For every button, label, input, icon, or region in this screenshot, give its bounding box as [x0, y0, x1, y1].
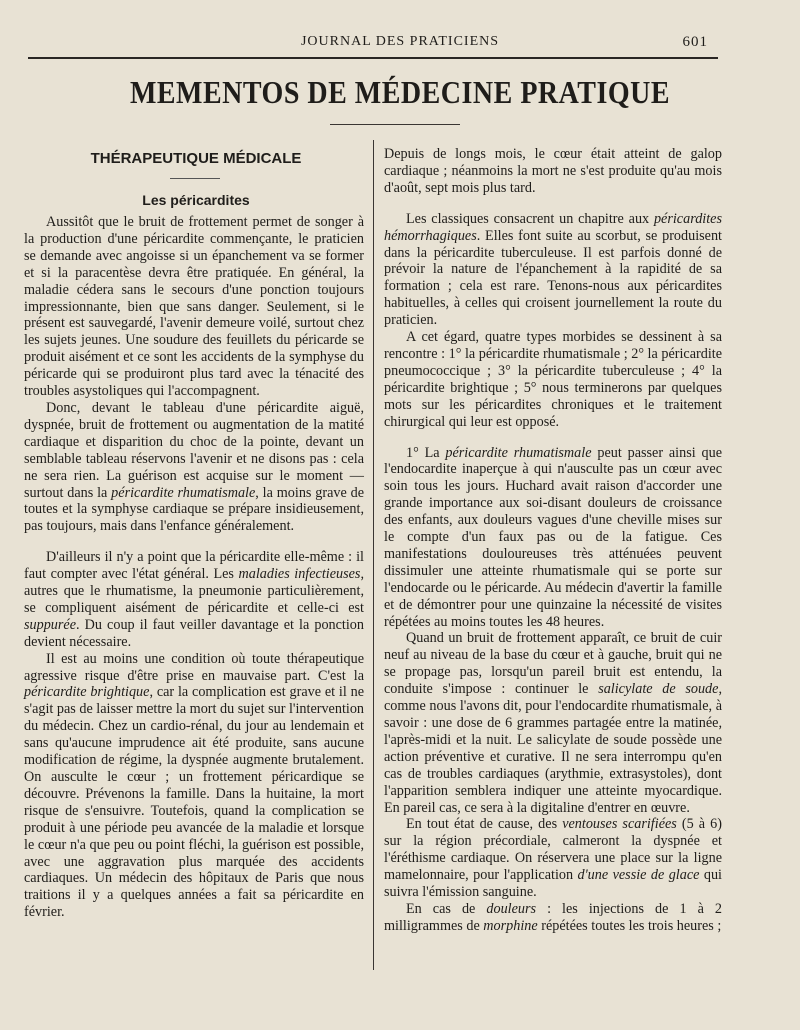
- title-rule: [330, 124, 460, 125]
- paragraph: [384, 901, 722, 935]
- text: Depuis de longs mois, le cœur était atteint de galop cardiaque ; néanmoins la mort ne s'est produite qu'au mois d'août, sept mois plus tard.: [384, 146, 722, 196]
- italic-term: suppurée: [24, 616, 77, 633]
- text: , car la complication est grave et il ne s'agit pas de laisser mettre la mort du sujet sur l'intervention du médecin. Chez un cardio-rénal, du jour au lendemain et sans qu'aucune imprudence ait été produite, sans aucune modification de régime, la dyspnée augmente brutalement. On ausculte le cœur ; un frottement péricardique se découvre. Prévenons la famille. Dans la huitaine, la mort risque de s'ensuivre. Toutefois, quand la complication se produit à une période peu avancée de la maladie et lorsque le cœur n'a que peu ou point fléchi, la guérison est possible, avec une aggravation plus marquée des accidents cardiaques. Un médecin des hôpitaux de Paris que nous traitions il y a quelques années a fait sa péricardite en février.: [24, 684, 365, 921]
- italic-term: péricardite rhumatismale: [111, 484, 256, 501]
- italic-term: douleurs: [486, 900, 537, 917]
- italic-term: ventouses scarifiées: [562, 816, 677, 833]
- paragraph: [384, 445, 722, 631]
- italic-term: péricardite brightique: [24, 684, 150, 701]
- rubric-heading: THÉRAPEUTIQUE MÉDICALE: [90, 150, 302, 167]
- text: A cet égard, quatre types morbides se dessinent à sa rencontre : 1° la péricardite rhumatismale ; 2° la péricardite pneumococcique ; 3° la péricardite tuberculeuse ; 4° la péricardite brightique ; 5° nous terminerons par quelques mots sur les péricardites chroniques et le traitement chirurgical qui leur est opposé.: [384, 329, 722, 430]
- text: 1° La: [406, 444, 446, 461]
- text: , la moins grave de toutes et la symphyse cardiaque se prépare insidieusement, pas toujours, mais dans l'enfance généralement.: [24, 484, 365, 535]
- italic-term: morphine: [483, 917, 538, 934]
- text: Aussitôt que le bruit de frottement permet de songer à la production d'une péricardite commençante, le praticien se demande avec angoisse si un épanchement va se former et si la paracentèse devra être pratiquée. En général, la maladie cédera sans le secours d'une ponction toujours impressionnante, bien que sans danger. Seulement, si le présent est sauvegardé, l'avenir demeure voilé, surtout chez les sujets jeunes. Une soudure des feuillets du péricarde se produit aisément et ce sont les accidents de la symphyse du péricarde qui se produiront plus tard avec la ténacité des troubles asystoliques qui l'accompagnent.: [24, 214, 364, 400]
- italic-term: péricardites hémorrhagiques: [384, 210, 722, 244]
- italic-term: d'une vessie de glace: [577, 867, 700, 884]
- text: . Du coup il faut veiller davantage et la ponction devient nécessaire.: [24, 616, 364, 650]
- paragraph: [384, 211, 722, 329]
- paragraph: [384, 630, 722, 816]
- text: qui suivra l'émission sanguine.: [384, 867, 722, 901]
- text: D'ailleurs il n'y a point que la péricardite elle-même : il faut compter avec l'état général. Les: [24, 549, 364, 583]
- paragraph: [384, 329, 722, 430]
- section-title: MEMENTOS DE MÉDECINE PRATIQUE: [129, 75, 671, 112]
- text: Donc, devant le tableau d'une péricardite aiguë, dyspnée, bruit de frottement ou augmentation de la matité cardiaque et disparition du choc de la pointe, devant un semblable tableau réservons l'avenir et ne disons pas : cela ne sera rien. La guérison est acquise sur le moment — surtout dans la: [24, 399, 364, 501]
- italic-term: péricardite rhumatismale: [445, 444, 592, 461]
- paragraph: [24, 549, 364, 650]
- running-title: JOURNAL DES PRATICIENS: [300, 34, 500, 49]
- rubric-rule: [170, 178, 220, 179]
- paragraph: [24, 651, 364, 922]
- text: En cas de: [406, 900, 487, 917]
- paragraph: [24, 400, 364, 535]
- text: répétées toutes les trois heures ;: [537, 917, 722, 934]
- article-title: Les péricardites: [142, 192, 250, 208]
- paragraph: [384, 146, 722, 197]
- text: Quand un bruit de frottement apparaît, ce bruit de cuir neuf au niveau de la base du cœur et à gauche, bruit qui ne se propage pas, lorsqu'un pareil bruit est entendu, la conduite s'impose : continuer le: [384, 630, 722, 698]
- right-column: [384, 146, 722, 935]
- text: (5 à 6) sur la région précordiale, calmeront la dyspnée et l'éréthisme cardiaque. On réservera une place sur la ligne mamelonnaire, pour l'application: [384, 816, 723, 884]
- text: , comme nous l'avons dit, pour l'endocardite rhumatismale, à savoir : une dose de 6 grammes partagée entre la matinée, l'après-midi et la nuit. Le salicylate de soude possède une action préventive et curative. Il ne sera interrompu qu'en cas de troubles cardiaques (arythmie, extrasystoles), dont l'apparition semblera indiquer une atteinte myocardique. En pareil cas, ce sera à la digitaline d'entrer en œuvre.: [384, 681, 722, 816]
- paragraph: [384, 816, 722, 901]
- left-column: [24, 214, 364, 921]
- text: En tout état de cause, des: [406, 816, 563, 833]
- column-divider: [373, 140, 374, 970]
- header-rule: [28, 57, 718, 59]
- paragraph: [24, 214, 364, 400]
- text: : les injections de 1 à 2 milligrammes de: [384, 900, 722, 934]
- italic-term: maladies infectieuses: [238, 566, 361, 583]
- text: Il est au moins une condition où toute thérapeutique agressive risque d'être prise en mauvaise part. C'est la: [24, 650, 364, 684]
- running-head: [0, 34, 800, 54]
- text: , autres que le rhumatisme, la pneumonie particulièrement, se compliquent aisément de péricardite et celle-ci est: [24, 566, 364, 616]
- text: . Elles font suite au scorbut, se produisent dans la péricardite tuberculeuse. Il est parfois donné de prévoir la nature de l'épanchement à la rapidité de sa formation ; cela est rare. Tenons-nous aux péricardites habituelles, à celles qui croisent journellement la route du praticien.: [384, 227, 722, 329]
- page-number: 601: [682, 34, 708, 50]
- text: peut passer ainsi que l'endocardite inaperçue à qui n'ausculte pas un cœur avec soin tous les jours. Huchard avait raison d'accorder une grande importance aux soi-disant douleurs de croissance des enfants, aux douleurs vagues d'une cheville mises sur le compte d'un faux pas ou de la fatigue. Ces manifestations douloureuses très atténuées peuvent dissimuler une atteinte rhumatismale qui se porte sur l'endocarde ou le péricarde. Au médecin d'avertir la famille et de démontrer pour une quinzaine la nécessité de visites répétées au moins toutes les 48 heures.: [384, 444, 722, 630]
- italic-term: salicylate de soude: [598, 681, 719, 698]
- text: Les classiques consacrent un chapitre aux: [406, 210, 654, 227]
